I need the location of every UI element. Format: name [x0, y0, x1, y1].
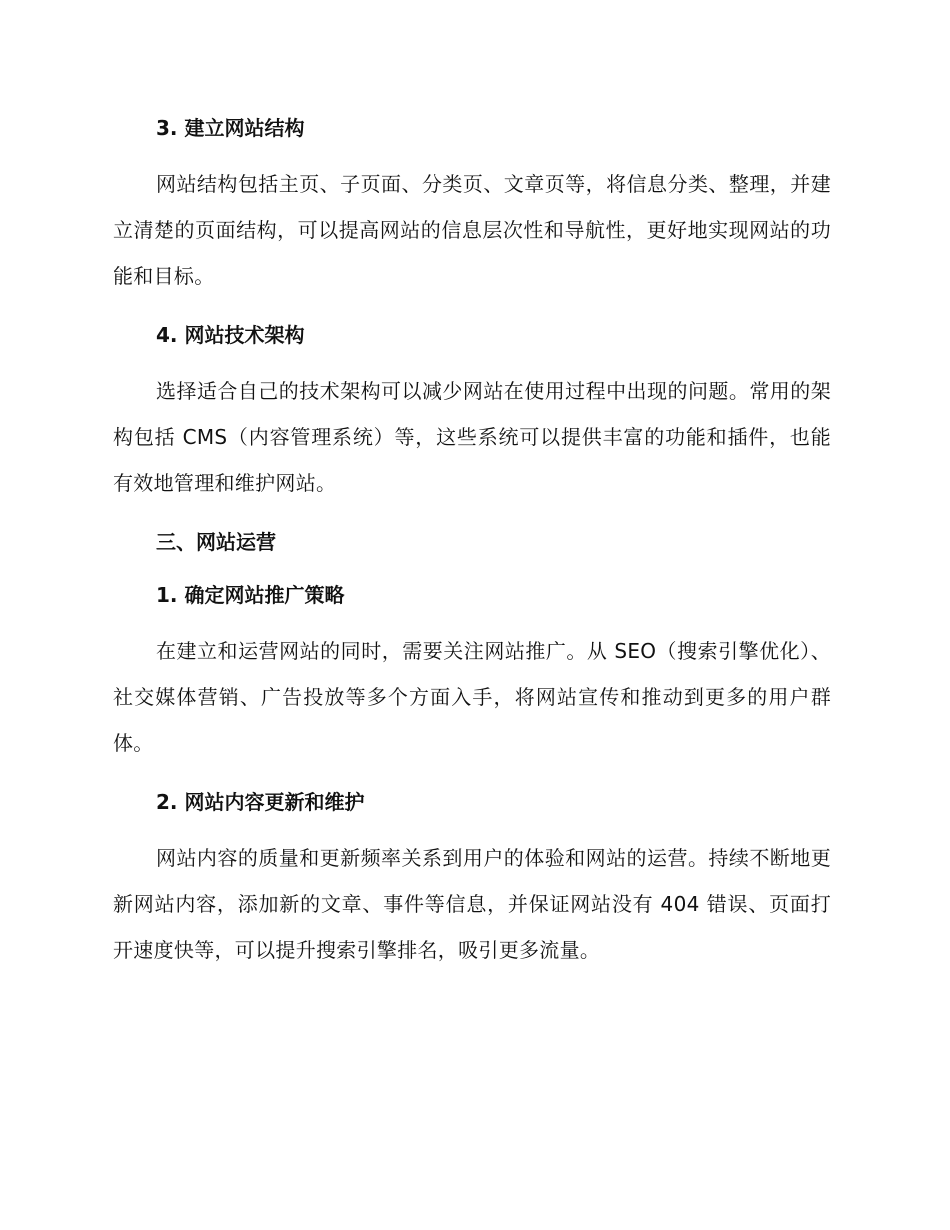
spacer: [113, 299, 831, 319]
section-paragraph: 选择适合自己的技术架构可以减少网站在使用过程中出现的问题。常用的架构包括 CMS（内容管理系统）等，这些系统可以提供丰富的功能和插件，也能有效地管理和维护网站。: [113, 379, 831, 495]
spacer: [113, 559, 831, 579]
section-heading: 1. 确定网站推广策略: [156, 583, 345, 607]
spacer: [113, 819, 831, 835]
section-heading: 4. 网站技术架构: [156, 323, 305, 347]
spacer: [113, 352, 831, 368]
spacer: [113, 612, 831, 628]
section-paragraph: 网站内容的质量和更新频率关系到用户的体验和网站的运营。持续不断地更新网站内容，添加新的文章、事件等信息，并保证网站没有 404 错误、页面打开速度快等，可以提升搜索引擎排名，吸引更多流量。: [113, 846, 831, 962]
section-paragraph: 网站结构包括主页、子页面、分类页、文章页等，将信息分类、整理，并建立清楚的页面结构，可以提高网站的信息层次性和导航性，更好地实现网站的功能和目标。: [113, 172, 831, 288]
document-body: [113, 112, 831, 973]
section-heading: 2. 网站内容更新和维护: [156, 790, 365, 814]
chapter-heading: 三、网站运营: [156, 530, 276, 554]
spacer: [113, 766, 831, 786]
section-paragraph: 在建立和运营网站的同时，需要关注网站推广。从 SEO（搜索引擎优化）、社交媒体营销、广告投放等多个方面入手，将网站宣传和推动到更多的用户群体。: [113, 639, 831, 755]
section-heading: 3. 建立网站结构: [156, 116, 305, 140]
spacer: [113, 145, 831, 161]
spacer: [113, 506, 831, 526]
